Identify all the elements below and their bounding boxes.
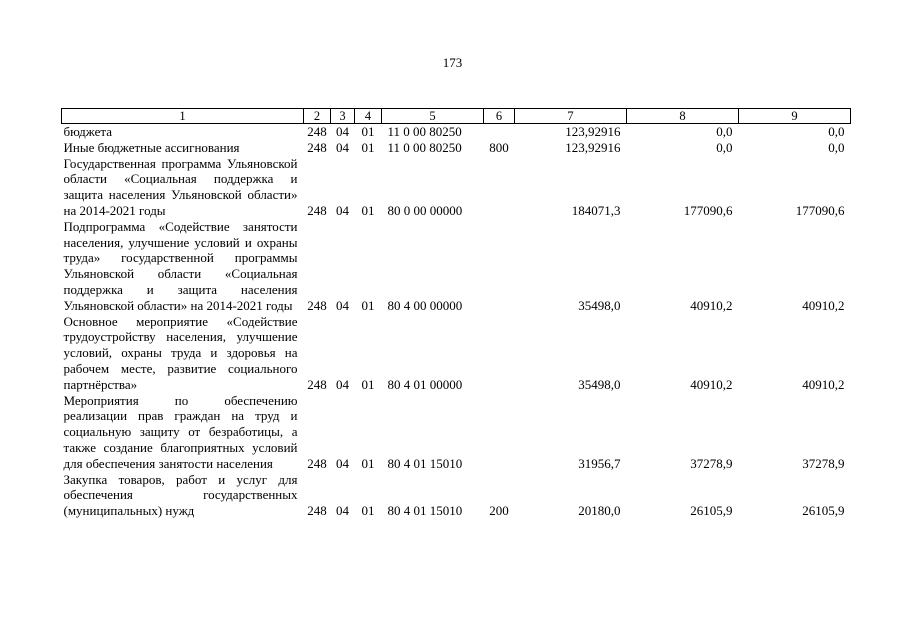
table-row [62,393,851,472]
column-header: 2 [304,109,331,124]
expense-type-code [484,219,515,314]
expense-type-code [484,124,515,140]
amount-2019: 35498,0 [578,376,621,392]
amount-2021: 26105,9 [802,503,845,519]
column-header: 5 [382,109,484,124]
table-row [62,314,851,393]
section-code: 04 [336,202,349,218]
row-name: бюджета [63,124,112,139]
expense-type-code [484,156,515,219]
ministry-code: 248 [307,124,327,139]
amount-2021: 0,0 [828,139,845,155]
amount-2019: 123,92916 [565,139,621,155]
column-header: 4 [355,109,382,124]
amount-2019: 123,92916 [565,124,621,139]
column-header: 8 [627,109,739,124]
budget-table [61,108,851,519]
section-code: 04 [336,124,349,139]
table-row [62,219,851,314]
table-row [62,156,851,219]
amount-2019: 184071,3 [571,202,621,218]
expense-type-code: 200 [489,503,509,519]
row-name: Иные бюджетные ассигнования [63,139,240,155]
table-header-row [62,109,851,124]
amount-2021: 177090,6 [795,202,845,218]
subsection-code: 01 [361,202,375,218]
table-row [62,124,851,140]
section-code: 04 [336,297,349,313]
row-name: Закупка товаров, работ и услуг для обеспечения государственных (муниципальных) нужд [63,471,298,519]
section-code: 04 [336,139,349,155]
ministry-code: 248 [307,202,327,218]
target-article-code: 80 0 00 00000 [387,202,463,218]
ministry-code: 248 [307,455,327,471]
table-row [62,472,851,519]
target-article-code: 11 0 00 80250 [387,139,462,155]
section-code: 04 [336,503,349,519]
subsection-code: 01 [361,503,375,519]
amount-2020: 0,0 [716,124,733,139]
ministry-code: 248 [307,139,327,155]
target-article-code: 80 4 01 15010 [387,455,463,471]
subsection-code: 01 [361,124,375,139]
subsection-code: 01 [361,139,375,155]
amount-2020: 26105,9 [690,503,733,519]
subsection-code: 01 [361,297,375,313]
expense-type-code: 800 [489,139,509,155]
amount-2019: 31956,7 [578,455,621,471]
row-name: Государственная программа Ульяновской области «Социальная поддержка и защита населения Ульяновской области» на 2014-2021 годы [63,155,298,218]
ministry-code: 248 [307,503,327,519]
expense-type-code [484,314,515,393]
target-article-code: 80 4 01 00000 [387,376,463,392]
row-name: Подпрограмма «Содействие занятости населения, улучшение условий и охраны труда» государственной программы Ульяновской области «Социальная поддержка и защита населения Ульяновской области» на 2014-2021 годы [63,218,298,313]
target-article-code: 80 4 01 15010 [387,503,463,519]
ministry-code: 248 [307,376,327,392]
amount-2020: 177090,6 [683,202,733,218]
subsection-code: 01 [361,376,375,392]
amount-2021: 0,0 [828,124,845,139]
row-name: Мероприятия по обеспечению реализации прав граждан на труд и социальную защиту от безработицы, а также создание благоприятных условий для обеспечения занятости населения [63,392,298,471]
page-number: 173 [442,55,463,70]
target-article-code: 80 4 00 00000 [387,297,463,313]
amount-2020: 40910,2 [690,376,733,392]
expense-type-code [484,393,515,472]
amount-2021: 37278,9 [802,455,845,471]
amount-2019: 20180,0 [578,503,621,519]
amount-2020: 40910,2 [690,297,733,313]
row-name: Основное мероприятие «Содействие трудоустройству населения, улучшение условий, охраны труда и здоровья на рабочем месте, развитие социального партнёрства» [63,313,298,392]
column-header: 9 [739,109,851,124]
column-header: 6 [484,109,515,124]
section-code: 04 [336,376,349,392]
section-code: 04 [336,455,349,471]
ministry-code: 248 [307,297,327,313]
subsection-code: 01 [361,455,375,471]
amount-2021: 40910,2 [802,297,845,313]
amount-2020: 37278,9 [690,455,733,471]
column-header: 3 [331,109,355,124]
target-article-code: 11 0 00 80250 [387,124,462,139]
table-body [62,124,851,519]
column-header: 1 [62,109,304,124]
table-row [62,140,851,156]
amount-2019: 35498,0 [578,297,621,313]
amount-2020: 0,0 [716,139,733,155]
amount-2021: 40910,2 [802,376,845,392]
column-header: 7 [515,109,627,124]
